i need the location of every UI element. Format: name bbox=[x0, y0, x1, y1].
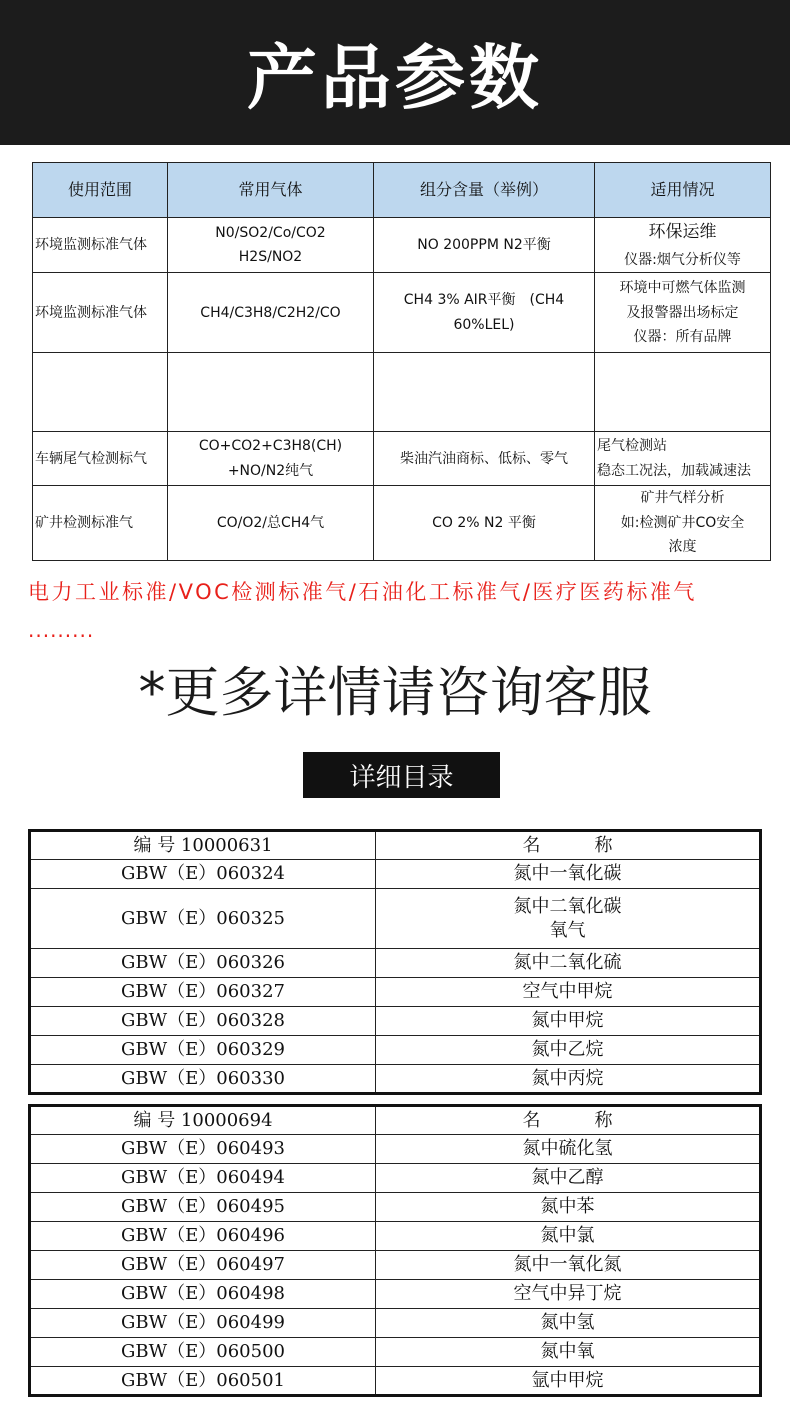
code-cell: GBW（E）060327 bbox=[30, 978, 376, 1007]
code-cell: 编 号 10000631 bbox=[30, 831, 376, 860]
catalog-row bbox=[30, 860, 761, 889]
more-info-heading: *更多详情请咨询客服 bbox=[138, 661, 652, 724]
name-cell: 氮中氯 bbox=[376, 1222, 761, 1251]
standard-gas-note: 电力工业标准/VOC检测标准气/石油化工标准气/医疗医药标准气 bbox=[28, 580, 697, 604]
catalog-row bbox=[30, 1251, 761, 1280]
catalog-row bbox=[30, 1007, 761, 1036]
gas-cell: CO/O2/总CH4气 bbox=[168, 486, 374, 561]
code-cell: GBW（E）060493 bbox=[30, 1135, 376, 1164]
code-cell: GBW（E）060494 bbox=[30, 1164, 376, 1193]
usage-cell: 环境中可燃气体监测 及报警器出场标定 仪器：所有品牌 bbox=[595, 273, 771, 353]
ellipsis-dots: ......... bbox=[28, 618, 95, 642]
column-header: 使用范围 bbox=[33, 163, 168, 218]
name-cell: 空气中异丁烷 bbox=[376, 1280, 761, 1309]
page-header bbox=[0, 0, 790, 145]
table-row bbox=[33, 486, 771, 561]
scope-cell: 环境监测标准气体 bbox=[33, 273, 168, 353]
content-cell: NO 200PPM N2平衡 bbox=[374, 218, 595, 273]
code-cell: GBW（E）060499 bbox=[30, 1309, 376, 1338]
catalog-row bbox=[30, 978, 761, 1007]
name-cell: 空气中甲烷 bbox=[376, 978, 761, 1007]
content-cell: CH4 3% AIR平衡 (CH4 60%LEL) bbox=[374, 273, 595, 353]
catalog-header-row bbox=[30, 1106, 761, 1135]
code-cell: GBW（E）060329 bbox=[30, 1036, 376, 1065]
name-cell: 氮中苯 bbox=[376, 1193, 761, 1222]
scope-cell bbox=[33, 353, 168, 432]
catalog-label: 详细目录 bbox=[303, 752, 500, 798]
catalog-row bbox=[30, 1164, 761, 1193]
code-cell: GBW（E）060495 bbox=[30, 1193, 376, 1222]
table-row bbox=[33, 218, 771, 273]
gas-cell bbox=[168, 353, 374, 432]
name-cell: 氮中乙醇 bbox=[376, 1164, 761, 1193]
name-cell: 氮中一氧化碳 bbox=[376, 860, 761, 889]
scope-cell: 矿井检测标准气 bbox=[33, 486, 168, 561]
code-cell: GBW（E）060324 bbox=[30, 860, 376, 889]
table-row bbox=[33, 432, 771, 486]
catalog-row bbox=[30, 1135, 761, 1164]
usage-cell: 尾气检测站 稳态工况法，加载减速法 bbox=[595, 432, 771, 486]
catalog-row bbox=[30, 889, 761, 949]
column-header: 组分含量（举例） bbox=[374, 163, 595, 218]
name-cell: 氮中乙烷 bbox=[376, 1036, 761, 1065]
name-cell: 氮中甲烷 bbox=[376, 1007, 761, 1036]
code-cell: GBW（E）060325 bbox=[30, 889, 376, 949]
code-cell: GBW（E）060328 bbox=[30, 1007, 376, 1036]
code-cell: GBW（E）060498 bbox=[30, 1280, 376, 1309]
code-cell: GBW（E）060501 bbox=[30, 1367, 376, 1396]
name-cell: 名 称 bbox=[376, 1106, 761, 1135]
name-cell: 名 称 bbox=[376, 831, 761, 860]
content-cell: CO 2% N2 平衡 bbox=[374, 486, 595, 561]
scope-cell: 车辆尾气检测标气 bbox=[33, 432, 168, 486]
catalog-row bbox=[30, 1280, 761, 1309]
catalog-table bbox=[28, 1104, 762, 1397]
usage-cell: 环保运维 仪器:烟气分析仪等 bbox=[595, 218, 771, 273]
catalog-row bbox=[30, 1309, 761, 1338]
name-cell: 氮中二氧化碳 氧气 bbox=[376, 889, 761, 949]
gas-cell: N0/SO2/Co/CO2 H2S/NO2 bbox=[168, 218, 374, 273]
code-cell: GBW（E）060496 bbox=[30, 1222, 376, 1251]
page-title: 产品参数 bbox=[247, 37, 543, 119]
catalog-row bbox=[30, 1338, 761, 1367]
catalog-row bbox=[30, 1036, 761, 1065]
content-cell bbox=[374, 353, 595, 432]
code-cell: GBW（E）060330 bbox=[30, 1065, 376, 1094]
name-cell: 氮中一氧化氮 bbox=[376, 1251, 761, 1280]
name-cell: 氮中硫化氢 bbox=[376, 1135, 761, 1164]
content-cell: 柴油汽油商标、低标、零气 bbox=[374, 432, 595, 486]
catalog-header-row bbox=[30, 831, 761, 860]
gas-cell: CO+CO2+C3H8(CH) +NO/N2纯气 bbox=[168, 432, 374, 486]
name-cell: 氩中甲烷 bbox=[376, 1367, 761, 1396]
table-row bbox=[33, 273, 771, 353]
params-table bbox=[32, 162, 771, 561]
catalog-row bbox=[30, 1065, 761, 1094]
column-header: 常用气体 bbox=[168, 163, 374, 218]
code-cell: GBW（E）060497 bbox=[30, 1251, 376, 1280]
name-cell: 氮中丙烷 bbox=[376, 1065, 761, 1094]
code-cell: 编 号 10000694 bbox=[30, 1106, 376, 1135]
catalog-row bbox=[30, 1193, 761, 1222]
table-row bbox=[33, 353, 771, 432]
gas-cell: CH4/C3H8/C2H2/CO bbox=[168, 273, 374, 353]
catalog-table bbox=[28, 829, 762, 1095]
catalog-row bbox=[30, 949, 761, 978]
scope-cell: 环境监测标准气体 bbox=[33, 218, 168, 273]
usage-cell bbox=[595, 353, 771, 432]
usage-cell: 矿井气样分析 如:检测矿井CO安全 浓度 bbox=[595, 486, 771, 561]
name-cell: 氮中二氧化硫 bbox=[376, 949, 761, 978]
name-cell: 氮中氧 bbox=[376, 1338, 761, 1367]
code-cell: GBW（E）060326 bbox=[30, 949, 376, 978]
catalog-row bbox=[30, 1222, 761, 1251]
catalog-row bbox=[30, 1367, 761, 1396]
code-cell: GBW（E）060500 bbox=[30, 1338, 376, 1367]
column-header: 适用情况 bbox=[595, 163, 771, 218]
name-cell: 氮中氢 bbox=[376, 1309, 761, 1338]
